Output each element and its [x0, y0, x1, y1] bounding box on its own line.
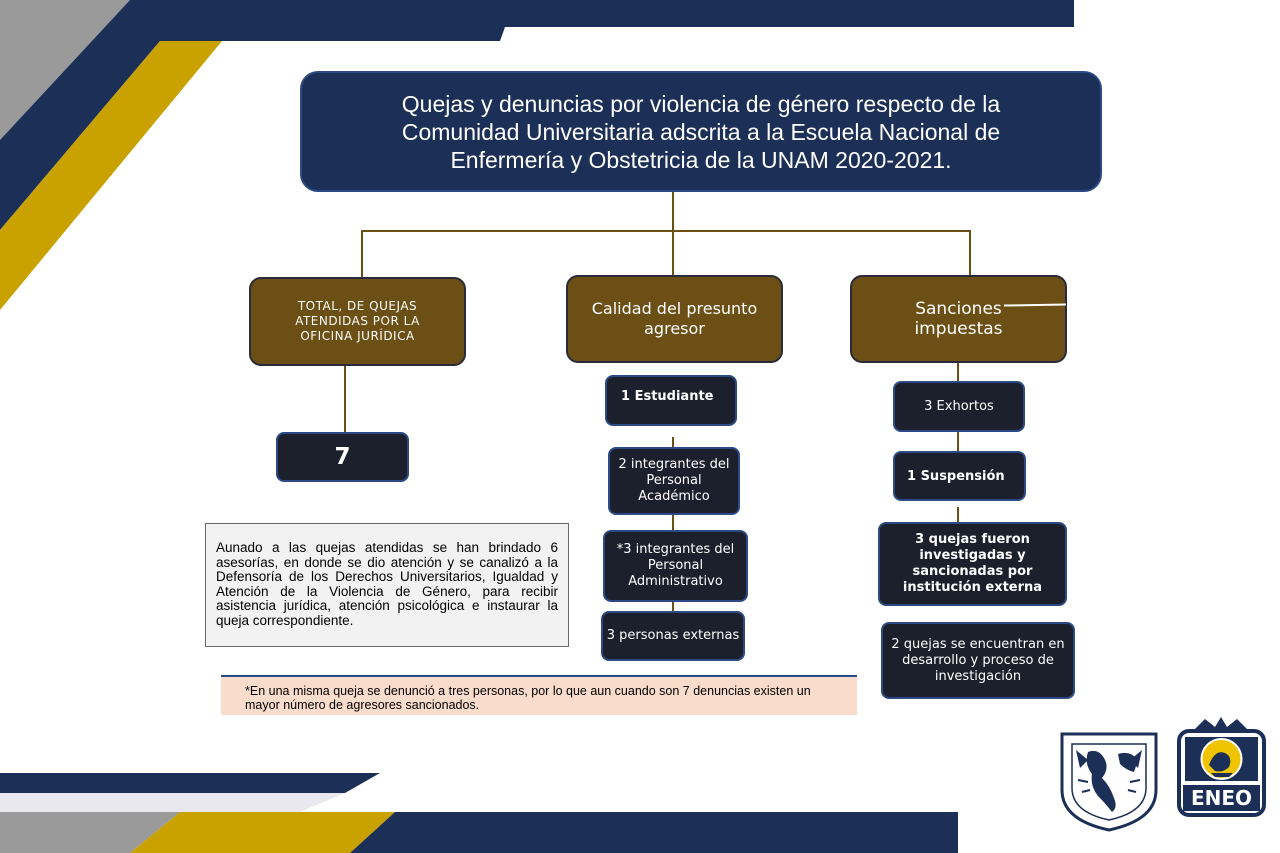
connector-aggressor-2	[672, 515, 674, 530]
eneo-logo-icon	[1175, 715, 1268, 820]
connector-sanction-0	[957, 363, 959, 381]
footnote: *En una misma queja se denunció a tres personas, por lo que aun cuando son 7 denuncias existen un mayor número de agresores sancionados.	[221, 675, 857, 715]
category-sanctions: Sanciones impuestas	[850, 275, 1067, 363]
connector-horizontal	[361, 230, 971, 232]
sanction-suspension: 1 Suspensión	[893, 451, 1026, 501]
aggressor-external-persons: 3 personas externas	[601, 611, 745, 661]
connector-left-down	[361, 230, 363, 277]
diagram-title: Quejas y denuncias por violencia de género respecto de la Comunidad Universitaria adscrita a la Escuela Nacional de Enfermería y Obstetricia de la UNAM 2020-2021.	[300, 71, 1102, 192]
connector-total-value	[344, 366, 346, 432]
aggressor-academic-staff: 2 integrantes del Personal Académico	[608, 447, 740, 515]
category-total-complaints: TOTAL, DE QUEJAS ATENDIDAS POR LA OFICINA JURÍDICA	[249, 277, 466, 366]
total-complaints-value: 7	[276, 432, 409, 482]
connector-mid-down	[672, 230, 674, 275]
connector-title-down	[672, 192, 674, 232]
category-aggressor-quality: Calidad del presunto agresor	[566, 275, 783, 363]
unam-logo-icon	[1058, 720, 1160, 832]
sanction-exhortations: 3 Exhortos	[893, 381, 1025, 432]
connector-sanction-2	[957, 507, 959, 522]
sanction-in-investigation: 2 quejas se encuentran en desarrollo y proceso de investigación	[881, 622, 1075, 699]
connector-right-down	[969, 230, 971, 275]
connector-sanction-1	[957, 432, 959, 451]
eneo-logo-text: ENEO	[1190, 786, 1253, 810]
advisory-note: Aunado a las quejas atendidas se han brindado 6 asesorías, en donde se dio atención y se canalizó a la Defensoría de los Derechos Universitarios, Igualdad y Atención de la Violencia de Género, para recibir asistencia jurídica, atención psicológica e instaurar la queja correspondiente.	[205, 523, 569, 647]
aggressor-students: 1 Estudiante	[605, 375, 737, 426]
sanction-external-institution: 3 quejas fueron investigadas y sancionadas por institución externa	[878, 522, 1067, 606]
aggressor-administrative-staff: *3 integrantes del Personal Administrativo	[603, 530, 748, 602]
